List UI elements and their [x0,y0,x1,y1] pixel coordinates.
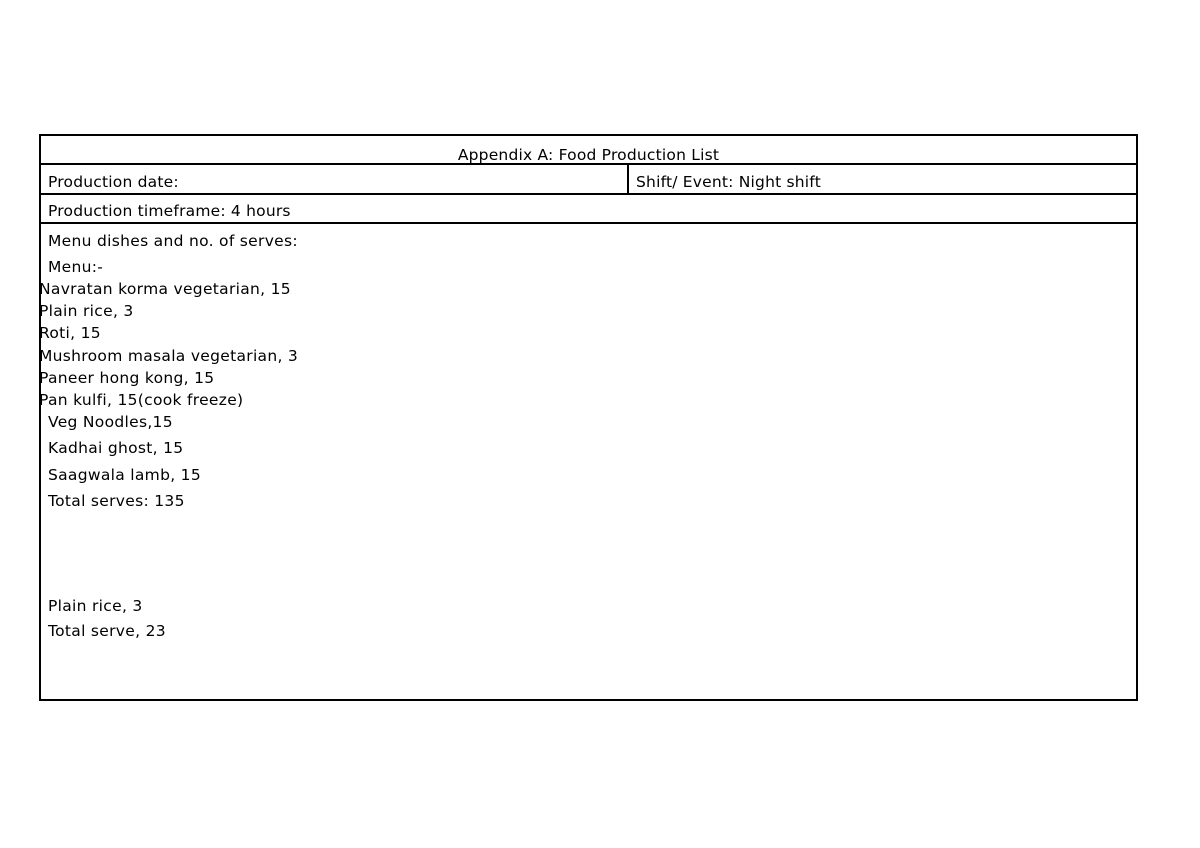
production-timeframe-text: Production timeframe: 4 hours [48,202,291,220]
menu-section [41,224,1136,699]
extra-menu-item: Plain rice, 3 [48,597,143,615]
menu-item: Mushroom masala vegetarian, 3 [39,347,299,365]
table-title: Appendix A: Food Production List [457,146,720,164]
menu-item: Roti, 15 [39,324,101,342]
menu-heading: Menu dishes and no. of serves: [48,232,298,250]
extra-total-serve: Total serve, 23 [48,622,166,640]
production-date-cell [41,165,629,193]
menu-item: Saagwala lamb, 15 [48,466,202,484]
menu-item: Kadhai ghost, 15 [48,439,184,457]
date-shift-row [41,165,1136,195]
production-timeframe-row [41,195,1136,224]
production-date-label: Production date: [48,173,179,191]
menu-item: Plain rice, 3 [39,302,134,320]
shift-event-cell [629,165,1136,193]
menu-item: Navratan korma vegetarian, 15 [39,280,291,298]
menu-item: Paneer hong kong, 15 [39,369,215,387]
table-title-row [41,136,1136,165]
menu-item: Veg Noodles,15 [48,413,173,431]
menu-label: Menu:- [48,258,104,276]
total-serves: Total serves: 135 [48,492,185,510]
food-production-table [39,134,1138,701]
shift-event-text: Shift/ Event: Night shift [636,173,821,191]
menu-item: Pan kulfi, 15(cook freeze) [39,391,244,409]
